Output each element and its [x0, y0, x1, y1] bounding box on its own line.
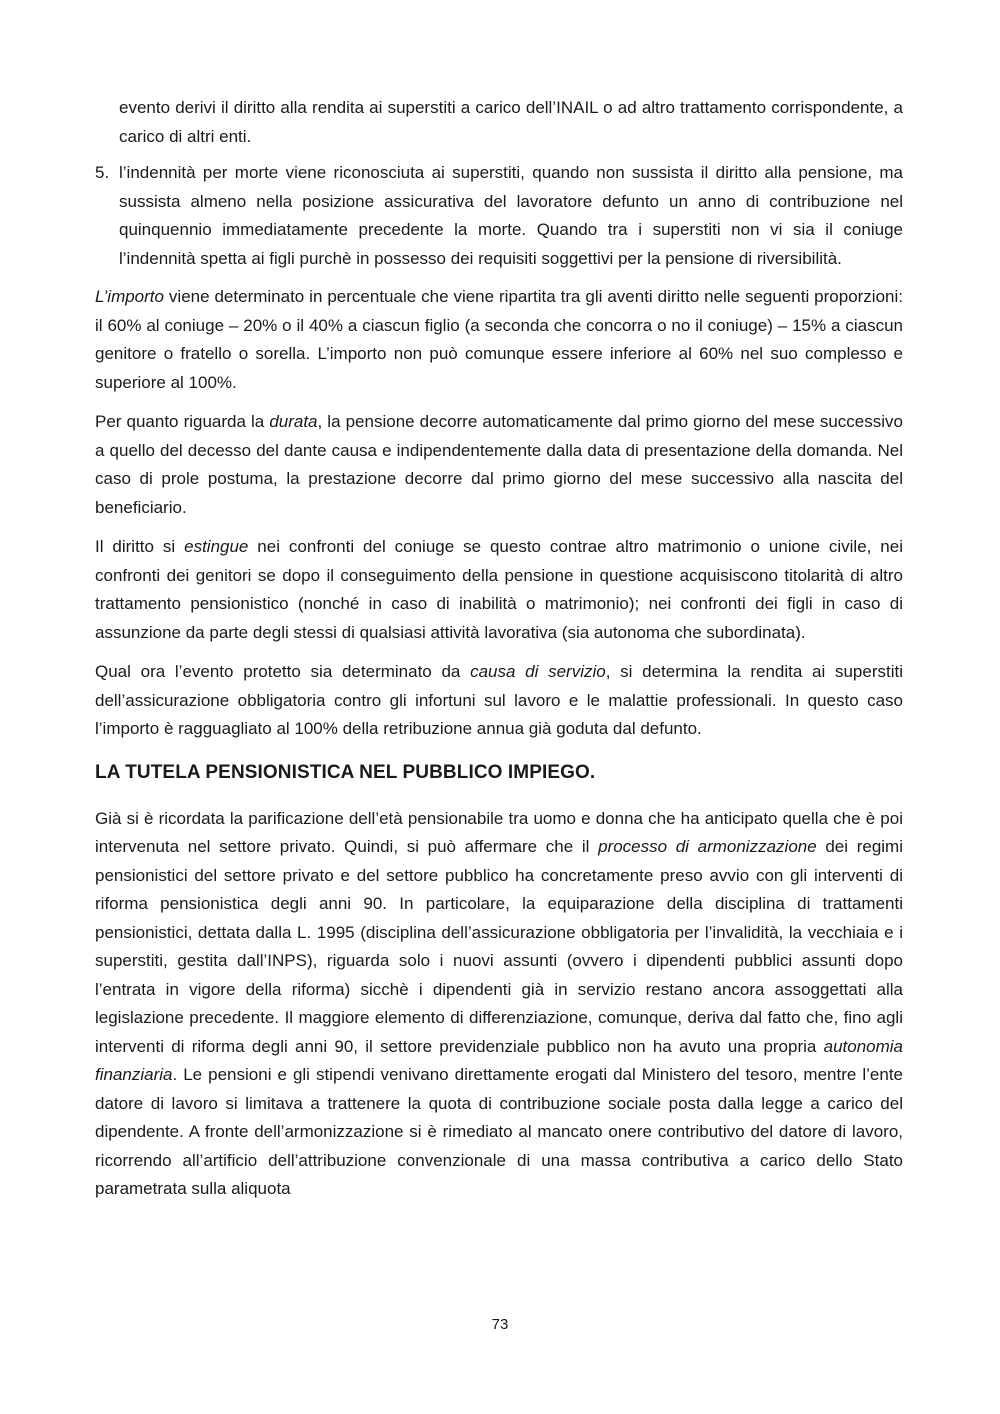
section-heading: LA TUTELA PENSIONISTICA NEL PUBBLICO IMPIEGO.: [95, 761, 596, 783]
emphasis-estingue: estingue: [184, 537, 249, 556]
paragraph-pubblico-impiego: [95, 805, 903, 1204]
paragraph-estingue-text: nei confronti del coniuge se questo contrae altro matrimonio o unione civile, nei confronti dei genitori se dopo il conseguimento della pensione in questione acquisiscono titolarità di altro trattamento pensionistico (nonché in caso di inabilità o matrimonio); nei confronti dei figli in caso di assunzione da parte degli stessi di qualsiasi attività lavorativa (sia autonoma che subordinata).: [95, 537, 903, 642]
paragraph-durata: [95, 408, 903, 522]
paragraph-estingue: [95, 533, 903, 647]
paragraph-part-3: . Le pensioni e gli stipendi venivano direttamente erogati dal Ministero del tesoro, mentre l’ente datore di lavoro si limitava a trattenere la quota di contribuzione sociale posta dalla legge a carico del dipendente. A fronte dell’armonizzazione si è rimediato al mancato onere contributivo del datore di lavoro, ricorrendo all’artificio dell’attribuzione convenzionale di una massa contributiva a carico dello Stato parametrata sulla aliquota: [95, 1065, 903, 1198]
paragraph-durata-text: , la pensione decorre automaticamente dal primo giorno del mese successivo a quello del decesso del dante causa e indipendentemente dalla data di presentazione della domanda. Nel caso di prole postuma, la prestazione decorre dal primo giorno del mese successivo alla nascita del beneficiario.: [95, 412, 903, 517]
list-item-text: l’indennità per morte viene riconosciuta ai superstiti, quando non sussista il diritto alla pensione, ma sussista almeno nella posizione assicurativa del lavoratore defunto un anno di contribuzione nel quinquennio immediatamente precedente la morte. Quando tra i superstiti non vi sia il coniuge l’indennità spetta ai figli purchè in possesso dei requisiti soggettivi per la pensione di riversibilità.: [119, 163, 903, 268]
page-number: 73: [491, 1316, 509, 1333]
list-item-5: [95, 159, 903, 273]
list-item-continuation: evento derivi il diritto alla rendita ai superstiti a carico dell’INAIL o ad altro trattamento corrispondente, a carico di altri enti.: [119, 98, 903, 146]
paragraph-importo: [95, 283, 903, 397]
emphasis-causa-servizio: causa di servizio: [470, 662, 606, 681]
paragraph-durata-lead: Per quanto riguarda la: [95, 412, 270, 431]
emphasis-durata: durata: [269, 412, 318, 431]
paragraph-importo-text: viene determinato in percentuale che viene ripartita tra gli aventi diritto nelle seguenti proporzioni: il 60% al coniuge – 20% o il 40% a ciascun figlio (a seconda che concorra o no il coniuge) – 15% a ciascun genitore o fratello o sorella. L’importo non può comunque essere inferiore al 60% nel suo complesso e superiore al 100%.: [95, 287, 903, 392]
paragraph-causa-servizio: [95, 658, 903, 744]
emphasis-importo: L’importo: [95, 287, 164, 306]
emphasis-processo-armonizzazione: processo di armonizzazione: [598, 837, 817, 856]
paragraph-estingue-lead: Il diritto si: [95, 537, 185, 556]
page-body: [95, 94, 903, 1215]
paragraph-part-1: Già si è ricordata la parificazione dell’età pensionabile tra uomo e donna che ha anticipato quella che è poi intervenuta nel settore privato. Quindi, si può affermare che il: [95, 808, 903, 856]
list-item-number: 5.: [95, 163, 110, 182]
paragraph-servizio-text: , si determina la rendita ai superstiti dell’assicurazione obbligatoria contro gli infortuni sul lavoro e le malattie professionali. In questo caso l’importo è ragguagliato al 100% della retribuzione annua già goduta dal defunto.: [95, 662, 904, 738]
emphasis-autonomia-finanziaria: autonomia finanziaria: [95, 1036, 903, 1084]
paragraph-part-2: dei regimi pensionistici del settore privato e del settore pubblico ha concretamente preso avvio con gli interventi di riforma pensionistica degli anni 90. In particolare, la equiparazione della disciplina di trattamenti pensionistici, dettata dalla L. 1995 (disciplina dell’assicurazione obbligatoria per l’invalidità, la vecchiaia e i superstiti, gestita dall’INPS), riguarda solo i nuovi assunti (ovvero i dipendenti pubblici assunti dopo l’entrata in vigore della riforma) sicchè i dipendenti già in servizio restano ancora assoggettati alla legislazione precedente. Il maggiore elemento di differenziazione, comunque, deriva dal fatto che, fino agli interventi di riforma degli anni 90, il settore previdenziale pubblico non ha avuto una propria: [95, 837, 903, 1056]
paragraph-servizio-lead: Qual ora l’evento protetto sia determinato da: [95, 662, 471, 681]
